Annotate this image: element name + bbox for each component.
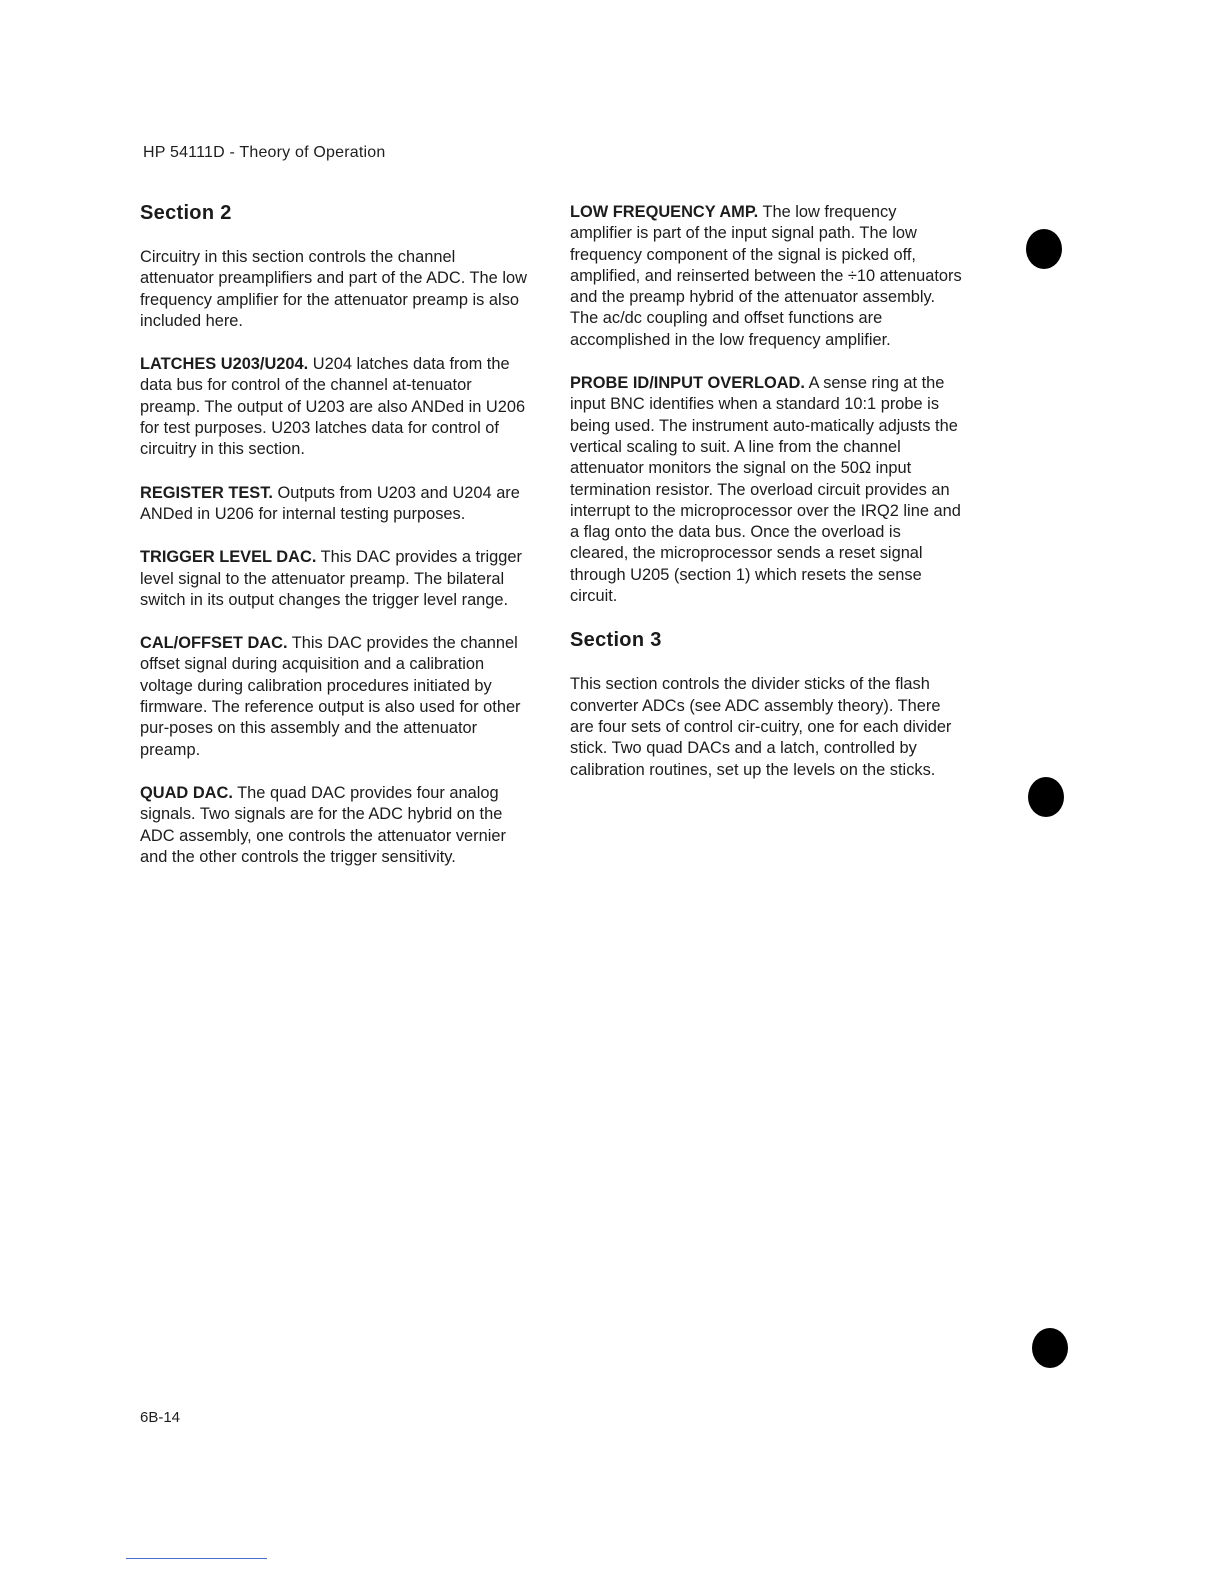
paragraph-lead: PROBE ID/INPUT OVERLOAD. xyxy=(570,374,805,393)
paragraph-lead: LOW FREQUENCY AMP. xyxy=(570,203,759,221)
paragraph-text: Outputs from U203 and U204 are ANDed in U206 for internal testing purposes. xyxy=(140,483,520,523)
paragraph-text: The low frequency amplifier is part of the input signal path. The low frequency component of the signal is picked off, amplified, and reinserted between the ÷10 attenuators and the preamp hybrid of the attenuator assembly. The ac/dc coupling and offset functions are accomplished in the low frequency amplifier. xyxy=(570,203,962,349)
right-column xyxy=(570,202,962,803)
paragraph-latches xyxy=(140,354,532,460)
paragraph-register-test xyxy=(140,483,532,526)
paragraph-lead: CAL/OFFSET DAC. xyxy=(140,634,288,653)
paragraph-probe-id-input-overload xyxy=(570,373,962,607)
paragraph-trigger-level-dac xyxy=(140,547,532,611)
footer-rule xyxy=(126,1558,267,1559)
binder-hole-icon xyxy=(1032,1328,1068,1368)
section-3-title: Section 3 xyxy=(570,629,662,652)
paragraph-low-frequency-amp xyxy=(570,202,962,351)
paragraph-text: A sense ring at the input BNC identifies when a standard 10:1 probe is being used. The instrument auto-matically adjusts the vertical scaling to suit. A line from the channel attenuator monitors the signal on the 50Ω input termination resistor. The overload circuit provides an interrupt to the microprocessor over the IRQ2 line and a flag onto the data bus. Once the overload is cleared, the microprocessor sends a reset signal through U205 (section 1) which resets the sense circuit. xyxy=(570,374,961,606)
paragraph-text: This DAC provides the channel offset signal during acquisition and a calibration voltage during calibration procedures initiated by firmware. The reference output is also used for other pur-poses on this assembly and the attenuator preamp. xyxy=(140,634,521,759)
section-2-title: Section 2 xyxy=(140,202,232,224)
paragraph-text: The quad DAC provides four analog signals. Two signals are for the ADC hybrid on the ADC assembly, one controls the attenuator vernier and the other controls the trigger sensitivity. xyxy=(140,783,506,866)
binder-hole-icon xyxy=(1028,777,1064,817)
page-number: 6B-14 xyxy=(140,1409,181,1426)
section-2-intro: Circuitry in this section controls the channel attenuator preamplifiers and part of the ADC. The low frequency amplifier for the attenuator preamp is also included here. xyxy=(140,248,527,330)
running-head: HP 54111D - Theory of Operation xyxy=(143,144,386,161)
binder-hole-icon xyxy=(1026,229,1062,269)
paragraph-text: U204 latches data from the data bus for control of the channel at-tenuator preamp. The output of U203 are also ANDed in U206 for test purposes. U203 latches data for control of circuitry in this section. xyxy=(140,355,526,459)
paragraph-quad-dac xyxy=(140,783,532,868)
paragraph-lead: LATCHES U203/U204. xyxy=(140,355,309,374)
paragraph-lead: QUAD DAC. xyxy=(140,783,233,802)
paragraph-cal-offset-dac xyxy=(140,633,532,761)
left-column xyxy=(140,202,532,890)
paragraph-text: This DAC provides a trigger level signal to the attenuator preamp. The bilateral switch in its output changes the trigger level range. xyxy=(140,548,522,609)
paragraph-lead: TRIGGER LEVEL DAC. xyxy=(140,548,317,567)
section-3-text: This section controls the divider sticks of the flash converter ADCs (see ADC assembly theory). There are four sets of control cir-cuitry, one for each divider stick. Two quad DACs and a latch, controlled by calibration routines, set up the levels on the sticks. xyxy=(570,675,952,779)
paragraph-lead: REGISTER TEST. xyxy=(140,483,273,502)
